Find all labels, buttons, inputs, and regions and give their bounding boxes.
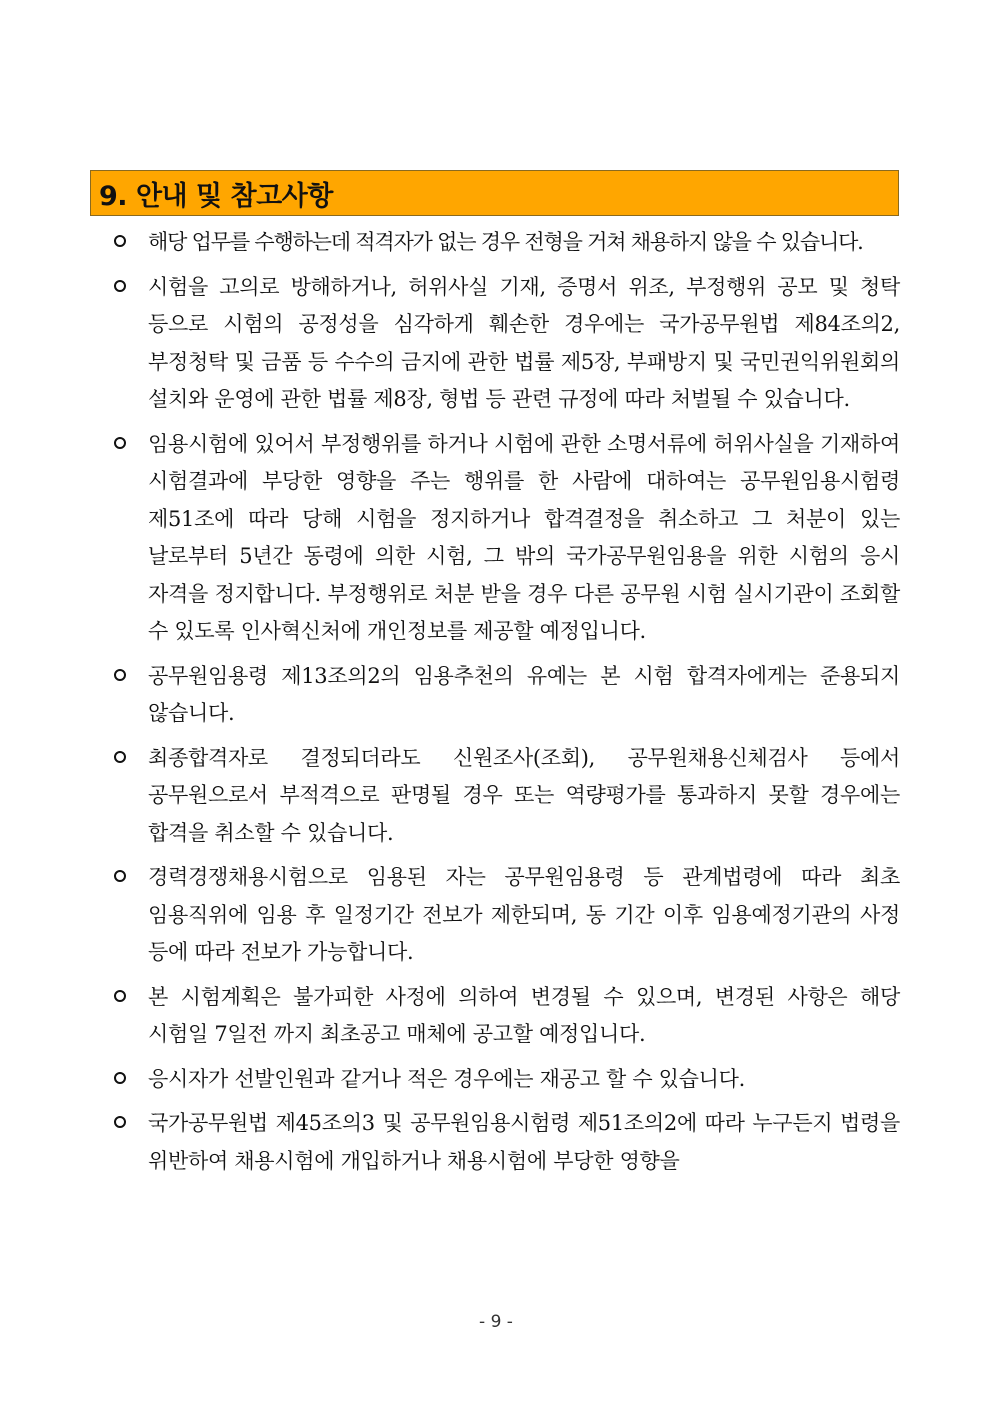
list-item <box>110 979 900 1054</box>
list-item <box>110 224 900 262</box>
list-item-text: 경력경쟁채용시험으로 임용된 자는 공무원임용령 등 관계법령에 따라 최초 임용직위에 임용 후 일정기간 전보가 제한되며, 동 기간 이후 임용예정기관의 사정 등에 따라 전보가 가능합니다. <box>148 865 900 964</box>
list-item <box>110 1105 900 1180</box>
list-item <box>110 740 900 853</box>
list-item-text: 공무원임용령 제13조의2의 임용추천의 유예는 본 시험 합격자에게는 준용되지 않습니다. <box>148 663 900 725</box>
bullet-circle-icon <box>114 669 126 681</box>
bullet-circle-icon <box>114 235 126 247</box>
notice-list <box>110 224 900 1187</box>
bullet-circle-icon <box>114 751 126 763</box>
bullet-circle-icon <box>114 1072 126 1084</box>
list-item <box>110 426 900 651</box>
list-item <box>110 658 900 733</box>
bullet-circle-icon <box>114 990 126 1002</box>
section-title: 9. 안내 및 참고사항 <box>99 180 333 212</box>
list-item <box>110 1061 900 1099</box>
section-header <box>90 170 899 216</box>
list-item-text: 해당 업무를 수행하는데 적격자가 없는 경우 전형을 거쳐 채용하지 않을 수 있습니다. <box>148 230 863 254</box>
page-number: - 9 - <box>479 1312 513 1332</box>
list-item <box>110 859 900 972</box>
list-item-text: 시험을 고의로 방해하거나, 허위사실 기재, 증명서 위조, 부정행위 공모 및 청탁 등으로 시험의 공정성을 심각하게 훼손한 경우에는 국가공무원법 제84조의2, 부정청탁 및 금품 등 수수의 금지에 관한 법률 제5장, 부패방지 및 국민권익위원회의 설치와 운영에 관한 법률 제8장, 형법 등 관련 규정에 따라 처벌될 수 있습니다. <box>148 274 900 411</box>
bullet-circle-icon <box>114 280 126 292</box>
list-item-text: 본 시험계획은 불가피한 사정에 의하여 변경될 수 있으며, 변경된 사항은 해당 시험일 7일전 까지 최초공고 매체에 공고할 예정입니다. <box>148 984 900 1046</box>
list-item-text: 국가공무원법 제45조의3 및 공무원임용시험령 제51조의2에 따라 누구든지 법령을 위반하여 채용시험에 개입하거나 채용시험에 부당한 영향을 <box>148 1111 900 1173</box>
list-item-text: 임용시험에 있어서 부정행위를 하거나 시험에 관한 소명서류에 허위사실을 기재하여 시험결과에 부당한 영향을 주는 행위를 한 사람에 대하여는 공무원임용시험령 제51조에 따라 당해 시험을 정지하거나 합격결정을 취소하고 그 처분이 있는 날로부터 5년간 동령에 의한 시험, 그 밖의 국가공무원임용을 위한 시험의 응시 자격을 정지합니다. 부정행위로 처분 받을 경우 다른 공무원 시험 실시기관이 조회할 수 있도록 인사혁신처에 개인정보를 제공할 예정입니다. <box>148 431 900 643</box>
list-item <box>110 269 900 419</box>
bullet-circle-icon <box>114 437 126 449</box>
bullet-circle-icon <box>114 1116 126 1128</box>
list-item-text: 최종합격자로 결정되더라도 신원조사(조회), 공무원채용신체검사 등에서 공무원으로서 부적격으로 판명될 경우 또는 역량평가를 통과하지 못할 경우에는 합격을 취소할 수 있습니다. <box>148 745 900 845</box>
bullet-circle-icon <box>114 870 126 882</box>
list-item-text: 응시자가 선발인원과 같거나 적은 경우에는 재공고 할 수 있습니다. <box>148 1066 745 1091</box>
